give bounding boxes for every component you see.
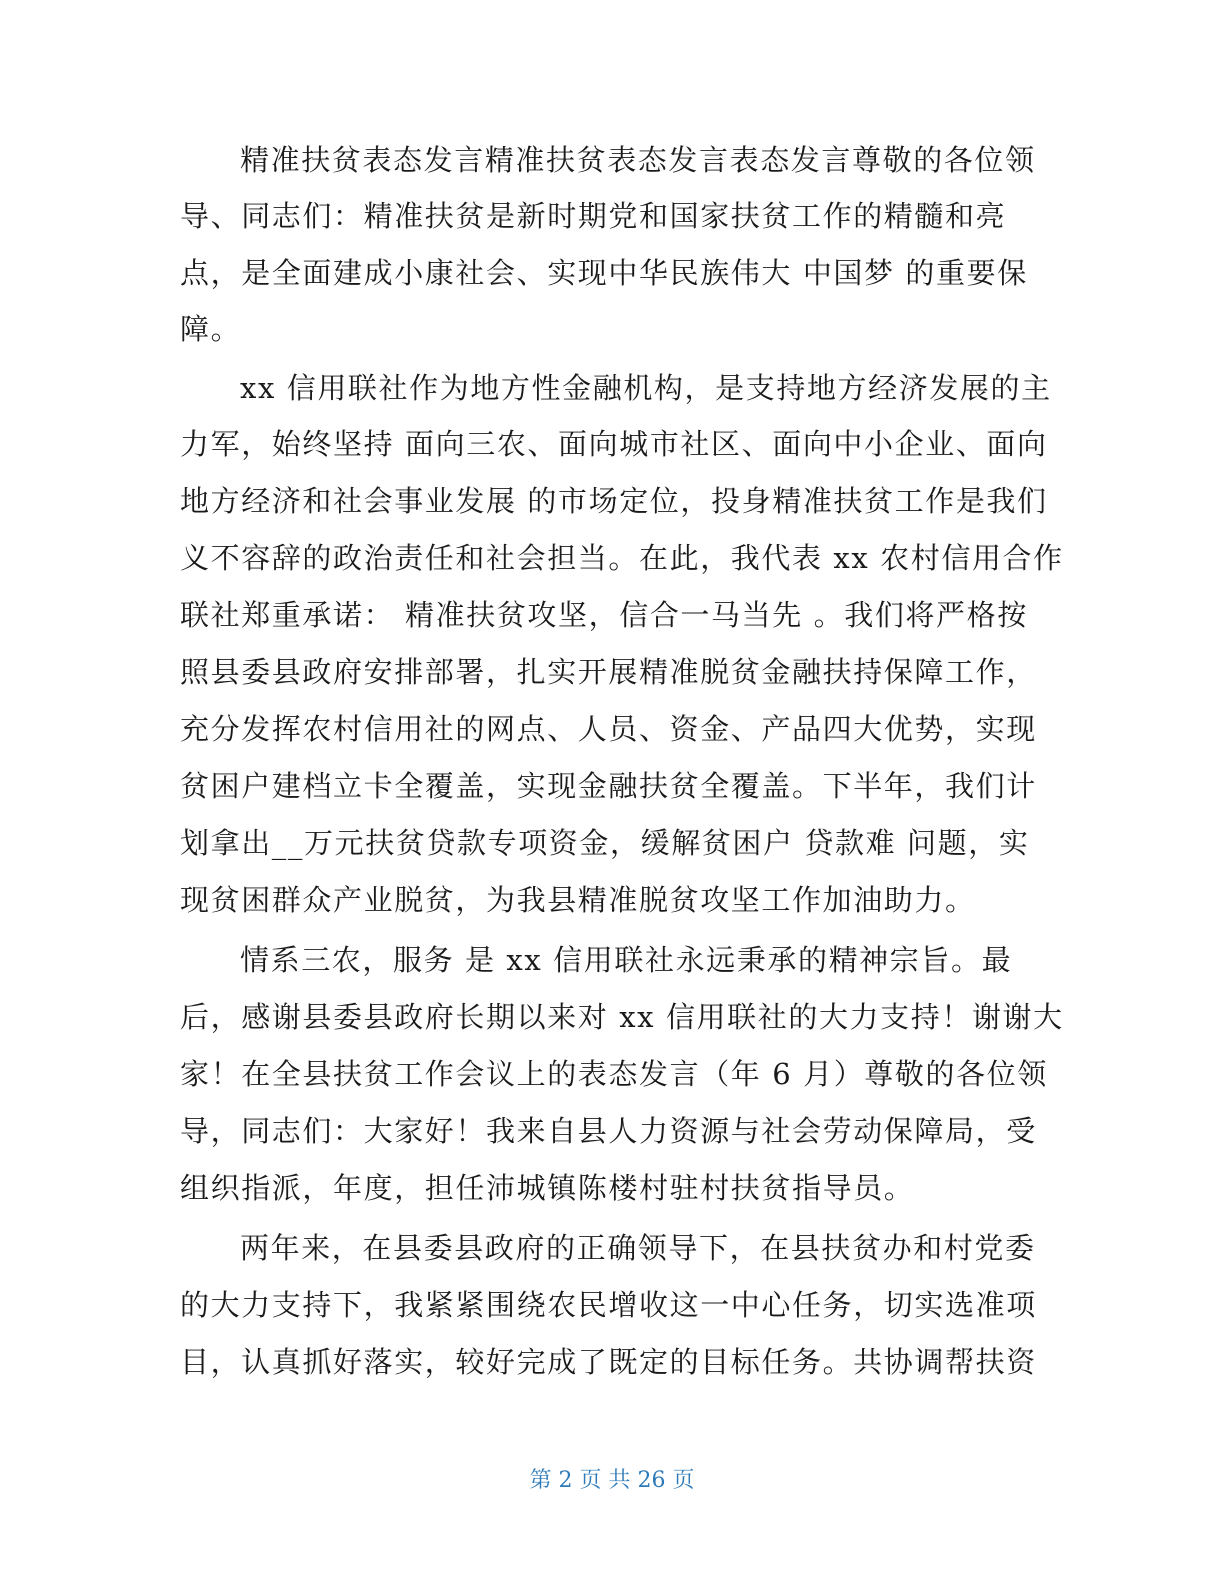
- text-line: 的大力支持下，我紧紧围绕农民增收这一中心任务，切实选准项: [180, 1288, 1037, 1322]
- text-line: 导、同志们：精准扶贫是新时期党和国家扶贫工作的精髓和亮: [180, 199, 1007, 233]
- text-line: 导，同志们：大家好！我来自县人力资源与社会劳动保障局，受: [180, 1114, 1037, 1148]
- text-line: 两年来，在县委县政府的正确领导下，在县扶贫办和村党委: [240, 1231, 1036, 1265]
- text-line: 后，感谢县委县政府长期以来对 xx 信用联社的大力支持！谢谢大: [180, 1000, 1064, 1034]
- text-line: 力军，始终坚持 面向三农、面向城市社区、面向中小企业、面向: [180, 427, 1048, 461]
- page-number-footer: 第 2 页 共 26 页: [529, 1468, 695, 1493]
- text-line: 联社郑重承诺： 精准扶贫攻坚，信合一马当先 。我们将严格按: [180, 598, 1028, 632]
- text-line: 情系三农，服务 是 xx 信用联社永远秉承的精神宗旨。最: [240, 943, 1013, 977]
- text-line: 现贫困群众产业脱贫，为我县精准脱贫攻坚工作加油助力。: [180, 883, 976, 917]
- text-line: 障。: [180, 312, 242, 346]
- text-line: 点，是全面建成小康社会、实现中华民族伟大 中国梦 的重要保: [180, 256, 1028, 290]
- text-line: 家！在全县扶贫工作会议上的表态发言（年 6 月）尊敬的各位领: [180, 1057, 1048, 1091]
- text-line: 地方经济和社会事业发展 的市场定位，投身精准扶贫工作是我们: [180, 484, 1048, 518]
- text-line: 充分发挥农村信用社的网点、人员、资金、产品四大优势，实现: [180, 712, 1037, 746]
- text-line: 照县委县政府安排部署，扎实开展精准脱贫金融扶持保障工作，: [180, 655, 1037, 689]
- text-line: 目，认真抓好落实，较好完成了既定的目标任务。共协调帮扶资: [180, 1345, 1037, 1379]
- text-line: 组织指派，年度，担任沛城镇陈楼村驻村扶贫指导员。: [180, 1171, 915, 1205]
- text-line: 义不容辞的政治责任和社会担当。在此，我代表 xx 农村信用合作: [180, 541, 1064, 575]
- text-line: 划拿出__万元扶贫贷款专项资金，缓解贫困户 贷款难 问题，实: [180, 826, 1030, 860]
- text-line: 贫困户建档立卡全覆盖，实现金融扶贫全覆盖。下半年，我们计: [180, 769, 1037, 803]
- text-line: xx 信用联社作为地方性金融机构，是支持地方经济发展的主: [240, 371, 1052, 405]
- text-line: 精准扶贫表态发言精准扶贫表态发言表态发言尊敬的各位领: [240, 143, 1036, 177]
